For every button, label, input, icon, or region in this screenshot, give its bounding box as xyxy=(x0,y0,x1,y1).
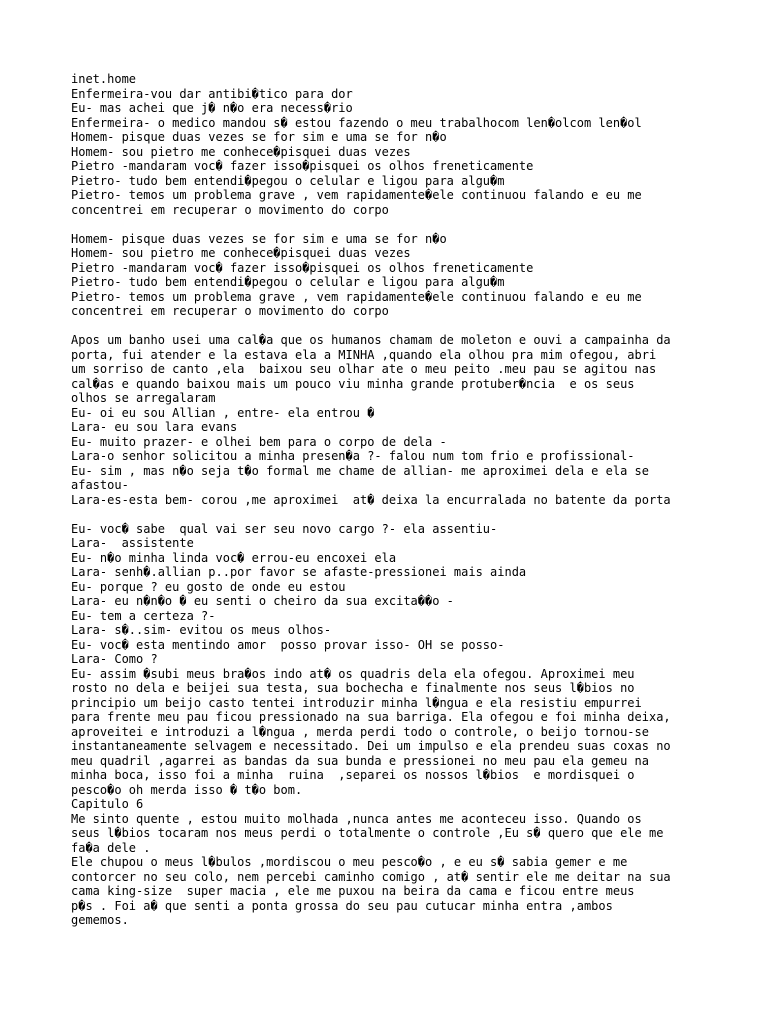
text-line: instantaneamente selvagem e necessitado. Dei um impulso e ela prendeu suas coxas no xyxy=(71,739,671,753)
text-line xyxy=(71,507,711,522)
text-line: um sorriso de canto ,ela baixou seu olhar ate o meu peito .meu pau se agitou nas xyxy=(71,362,657,376)
text-line: Pietro -mandaram voc� fazer isso�pisquei os olhos freneticamente xyxy=(71,260,534,275)
text-line: seus l�bios tocaram nos meus perdi o totalmente o controle ,Eu s� quero que ele me xyxy=(71,826,664,840)
text-line: Capitulo 6 xyxy=(71,797,144,811)
text-line: Me sinto quente , estou muito molhada ,nunca antes me aconteceu isso. Quando os xyxy=(71,811,642,826)
text-line: Eu- voc� sabe qual vai ser seu novo cargo ?- ela assentiu- xyxy=(71,521,498,536)
text-line: Ele chupou o meus l�bulos ,mordiscou o meu pesco�o , e eu s� sabia gemer e me xyxy=(71,855,628,869)
text-line: olhos se arregalaram xyxy=(71,391,216,405)
text-line: Eu- mas achei que j� n�o era necess�rio xyxy=(71,101,353,115)
text-line: Eu- n�o minha linda voc� errou-eu encoxei ela xyxy=(71,550,397,565)
text-line: p�s . Foi a� que senti a ponta grossa do seu pau cutucar minha entra ,ambos xyxy=(71,898,613,913)
text-line: Eu- sim , mas n�o seja t�o formal me chame de allian- me aproximei dela e ela se xyxy=(71,463,649,478)
text-line: Eu- oi eu sou Allian , entre- ela entrou � xyxy=(71,405,375,420)
text-line: Pietro- tudo bem entendi�pegou o celular e ligou para algu�m xyxy=(71,275,505,289)
text-line: Eu- muito prazer- e olhei bem para o corpo de dela - xyxy=(71,434,447,449)
text-line: para frente meu pau ficou pressionado na sua barriga. Ela ofegou e foi minha deixa, xyxy=(71,710,671,724)
text-line xyxy=(71,217,711,232)
text-line: afastou- xyxy=(71,478,129,492)
text-line: principio um beijo casto tentei introduzir minha l�ngua e ela resistiu empurrei xyxy=(71,695,642,710)
text-line: concentrei em recuperar o movimento do corpo xyxy=(71,202,389,217)
text-line: meu quadril ,agarrei as bandas da sua bunda e pressionei no meu pau ela gemeu na xyxy=(71,753,649,768)
text-line: Apos um banho usei uma cal�a que os humanos chamam de moleton e ouvi a campainha da xyxy=(71,333,671,347)
text-line: porta, fui atender e la estava ela a MINHA ,quando ela olhou pra mim ofegou, abri xyxy=(71,347,657,362)
text-line: concentrei em recuperar o movimento do corpo xyxy=(71,304,389,318)
text-line: Eu- tem a certeza ?- xyxy=(71,608,216,623)
text-line: inet.home xyxy=(71,72,137,86)
text-line: Lara- senh�.allian p..por favor se afaste-pressionei mais ainda xyxy=(71,565,527,579)
text-line: Homem- sou pietro me conhece�pisquei duas vezes xyxy=(71,246,411,260)
text-line: cama king-size super macia , ele me puxou na beira da cama e ficou entre meus xyxy=(71,884,635,898)
text-line: Homem- sou pietro me conhece�pisquei duas vezes xyxy=(71,144,411,159)
text-line: Lara- eu sou lara evans xyxy=(71,420,238,434)
text-line: cal�as e quando baixou mais um pouco viu minha grande protuber�ncia e os seus xyxy=(71,376,635,391)
text-line: Eu- assim �subi meus bra�os indo at� os quadris dela ela ofegou. Aproximei meu xyxy=(71,666,635,681)
text-line: contorcer no seu colo, nem percebi caminho comigo , at� sentir ele me deitar na sua xyxy=(71,869,671,884)
text-line: Enfermeira-vou dar antibi�tico para dor xyxy=(71,86,353,101)
text-line: Lara- assistente xyxy=(71,536,194,550)
text-line: Enfermeira- o medico mandou s� estou fazendo o meu trabalhocom len�olcom len�ol xyxy=(71,115,642,130)
text-line: Pietro- temos um problema grave , vem rapidamente�ele continuou falando e eu me xyxy=(71,188,642,202)
text-line: Homem- pisque duas vezes se for sim e uma se for n�o xyxy=(71,130,447,144)
text-line: fa�a dele . xyxy=(71,840,151,855)
text-line: rosto no dela e beijei sua testa, sua bochecha e finalmente nos seus l�bios no xyxy=(71,681,635,695)
text-line: Eu- porque ? eu gosto de onde eu estou xyxy=(71,579,346,594)
text-line: Lara- s�..sim- evitou os meus olhos- xyxy=(71,623,332,637)
text-line: Lara-es-esta bem- corou ,me aproximei at� deixa la encurralada no batente da porta xyxy=(71,492,671,507)
text-line: Pietro -mandaram voc� fazer isso�pisquei os olhos freneticamente xyxy=(71,159,534,173)
text-line xyxy=(71,319,711,334)
text-line: pesco�o oh merda isso � t�o bom. xyxy=(71,782,303,797)
text-line: Eu- voc� esta mentindo amor posso provar isso- OH se posso- xyxy=(71,637,505,652)
text-line: minha boca, isso foi a minha ruina ,separei os nossos l�bios e mordisquei o xyxy=(71,768,635,782)
text-line: Pietro- temos um problema grave , vem rapidamente�ele continuou falando e eu me xyxy=(71,289,642,304)
text-line: Pietro- tudo bem entendi�pegou o celular e ligou para algu�m xyxy=(71,173,505,188)
text-line: Lara- Como ? xyxy=(71,652,158,666)
text-line: Lara- eu n�n�o � eu senti o cheiro da sua excita��o - xyxy=(71,594,454,608)
text-line: aproveitei e introduzi a l�ngua , merda perdi todo o controle, o beijo tornou-se xyxy=(71,724,649,739)
text-line: Lara-o senhor solicitou a minha presen�a ?- falou num tom frio e profissional- xyxy=(71,449,635,463)
text-line: gememos. xyxy=(71,913,129,927)
text-line: Homem- pisque duas vezes se for sim e uma se for n�o xyxy=(71,231,447,246)
document-body xyxy=(71,72,711,928)
